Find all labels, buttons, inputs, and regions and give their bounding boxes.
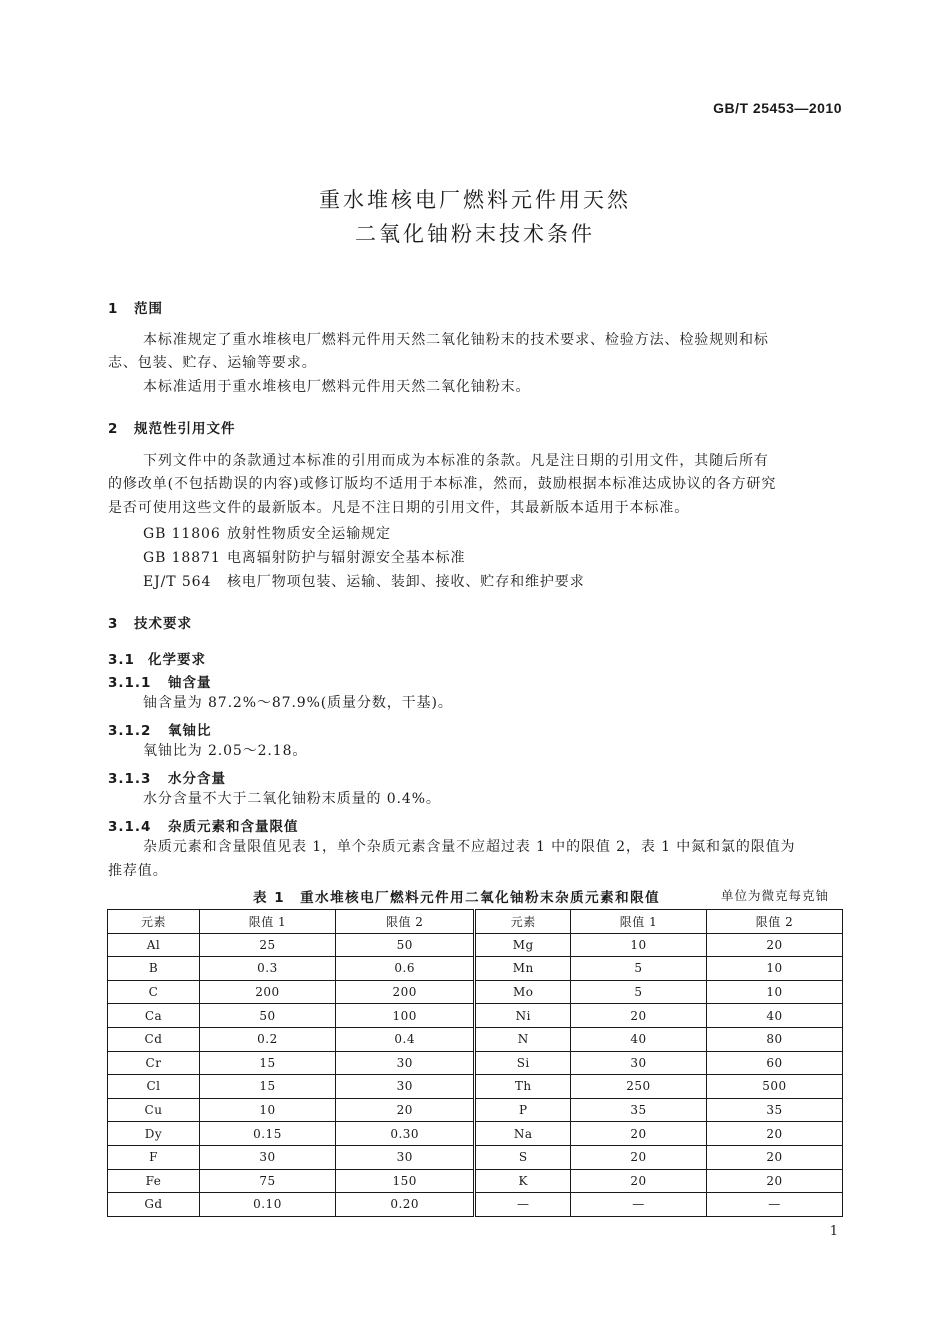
section-1-heading: 1 范围 — [108, 301, 163, 317]
reference-title: 电离辐射防护与辐射源安全基本标准 — [227, 550, 466, 566]
table-cell: 0.2 — [199, 1027, 335, 1051]
table-cell: 0.15 — [199, 1122, 335, 1146]
table-header-row — [108, 910, 843, 934]
table-cell: 20 — [335, 1098, 475, 1122]
section-3-1-2-heading: 3.1.2 氧铀比 — [108, 723, 212, 739]
table-row — [108, 1122, 843, 1146]
table-row — [108, 1075, 843, 1099]
table-cell: 50 — [335, 933, 475, 957]
table-cell: 40 — [706, 1004, 842, 1028]
table-cell: 0.30 — [335, 1122, 475, 1146]
section-3-1-4-text-line-1: 杂质元素和含量限值见表 1，单个杂质元素含量不应超过表 1 中的限值 2，表 1 中氮和氯的限值为 — [143, 839, 796, 855]
table-cell: 20 — [706, 1145, 842, 1169]
column-header: 限值 1 — [571, 910, 707, 934]
table-cell: 10 — [199, 1098, 335, 1122]
section-3-1-4-text-line-2: 推荐值。 — [108, 863, 168, 879]
table-row — [108, 957, 843, 981]
table-cell: — — [571, 1193, 707, 1217]
table-cell: Dy — [108, 1122, 200, 1146]
table-cell: 10 — [706, 957, 842, 981]
table-cell: 30 — [335, 1145, 475, 1169]
table-cell: — — [475, 1193, 571, 1217]
table-cell: 250 — [571, 1075, 707, 1099]
table-cell: Ca — [108, 1004, 200, 1028]
column-header: 限值 2 — [335, 910, 475, 934]
reference-code: EJ/T 564 — [143, 574, 212, 590]
table-row — [108, 933, 843, 957]
table-cell: 30 — [335, 1075, 475, 1099]
table-cell: 150 — [335, 1169, 475, 1193]
table-1-unit: 单位为微克每克铀 — [720, 888, 829, 903]
table-body — [108, 933, 843, 1216]
reference-item — [143, 523, 391, 546]
table-cell: 60 — [706, 1051, 842, 1075]
section-2-paragraph-line-3: 是否可使用这些文件的最新版本。凡是不注日期的引用文件，其最新版本适用于本标准。 — [108, 500, 690, 516]
table-cell: 35 — [571, 1098, 707, 1122]
section-3-1-2-text: 氧铀比为 2.05～2.18。 — [143, 743, 308, 759]
reference-item — [143, 547, 465, 570]
table-row — [108, 1169, 843, 1193]
table-cell: 10 — [571, 933, 707, 957]
section-3-heading: 3 技术要求 — [108, 616, 192, 632]
section-2-heading: 2 规范性引用文件 — [108, 421, 236, 437]
section-3-1-heading: 3.1 化学要求 — [108, 652, 206, 668]
table-1-caption: 表 1 重水堆核电厂燃料元件用二氧化铀粉末杂质元素和限值 — [253, 890, 661, 906]
section-3-1-1-heading: 3.1.1 铀含量 — [108, 675, 212, 691]
table-cell: Cd — [108, 1027, 200, 1051]
table-cell: K — [475, 1169, 571, 1193]
table-cell: Mg — [475, 933, 571, 957]
table-row — [108, 1004, 843, 1028]
table-cell: 200 — [199, 980, 335, 1004]
table-cell: Th — [475, 1075, 571, 1099]
table-cell: 20 — [571, 1122, 707, 1146]
table-row — [108, 1027, 843, 1051]
table-cell: 75 — [199, 1169, 335, 1193]
table-cell: 100 — [335, 1004, 475, 1028]
table-row — [108, 1051, 843, 1075]
document-title-line-2: 二氧化铀粉末技术条件 — [355, 222, 595, 246]
section-3-1-3-heading: 3.1.3 水分含量 — [108, 771, 226, 787]
table-cell: 0.20 — [335, 1193, 475, 1217]
reference-code: GB 11806 — [143, 526, 221, 542]
table-cell: Cu — [108, 1098, 200, 1122]
reference-title: 核电厂物项包装、运输、装卸、接收、贮存和维护要求 — [227, 574, 585, 590]
table-cell: 5 — [571, 957, 707, 981]
table-cell: N — [475, 1027, 571, 1051]
table-cell: 10 — [706, 980, 842, 1004]
table-cell: 500 — [706, 1075, 842, 1099]
column-header: 限值 2 — [706, 910, 842, 934]
section-2-paragraph-line-1: 下列文件中的条款通过本标准的引用而成为本标准的条款。凡是注日期的引用文件，其随后所有 — [143, 453, 769, 469]
table-cell: Gd — [108, 1193, 200, 1217]
section-3-1-4-heading: 3.1.4 杂质元素和含量限值 — [108, 819, 299, 835]
table-cell: 0.3 — [199, 957, 335, 981]
section-2-paragraph-line-2: 的修改单(不包括勘误的内容)或修订版均不适用于本标准，然而，鼓励根据本标准达成协议的各方研究 — [108, 476, 777, 492]
table-cell: Fe — [108, 1169, 200, 1193]
table-cell: Mo — [475, 980, 571, 1004]
table-cell: Mn — [475, 957, 571, 981]
table-cell: Al — [108, 933, 200, 957]
table-cell: 20 — [706, 1169, 842, 1193]
table-cell: 15 — [199, 1075, 335, 1099]
table-row — [108, 980, 843, 1004]
table-cell: 15 — [199, 1051, 335, 1075]
table-cell: 0.4 — [335, 1027, 475, 1051]
table-row — [108, 1193, 843, 1217]
table-cell: 20 — [571, 1169, 707, 1193]
table-cell: S — [475, 1145, 571, 1169]
table-cell: 0.6 — [335, 957, 475, 981]
table-cell: Cl — [108, 1075, 200, 1099]
section-1-paragraph-1-line-2: 志、包装、贮存、运输等要求。 — [108, 355, 317, 371]
reference-code: GB 18871 — [143, 550, 221, 566]
table-cell: 30 — [335, 1051, 475, 1075]
table-cell: 5 — [571, 980, 707, 1004]
table-cell: 30 — [571, 1051, 707, 1075]
table-cell: 20 — [706, 933, 842, 957]
table-cell: 35 — [706, 1098, 842, 1122]
page-number: 1 — [829, 1224, 838, 1239]
section-1-paragraph-2: 本标准适用于重水堆核电厂燃料元件用天然二氧化铀粉末。 — [143, 379, 531, 395]
section-1-paragraph-1-line-1: 本标准规定了重水堆核电厂燃料元件用天然二氧化铀粉末的技术要求、检验方法、检验规则和标 — [143, 332, 769, 348]
column-header: 元素 — [475, 910, 571, 934]
standard-number: GB/T 25453—2010 — [713, 100, 842, 116]
table-cell: 0.10 — [199, 1193, 335, 1217]
table-cell: Si — [475, 1051, 571, 1075]
table-cell: 20 — [571, 1004, 707, 1028]
table-cell: 80 — [706, 1027, 842, 1051]
reference-title: 放射性物质安全运输规定 — [227, 526, 391, 542]
table-cell: Na — [475, 1122, 571, 1146]
table-cell: B — [108, 957, 200, 981]
section-3-1-3-text: 水分含量不大于二氧化铀粉末质量的 0.4%。 — [143, 791, 441, 807]
table-cell: 40 — [571, 1027, 707, 1051]
table-cell: 25 — [199, 933, 335, 957]
table-cell: C — [108, 980, 200, 1004]
table-cell: 30 — [199, 1145, 335, 1169]
section-3-1-1-text: 铀含量为 87.2%～87.9%(质量分数，干基)。 — [143, 695, 453, 711]
table-cell: Ni — [475, 1004, 571, 1028]
table-cell: 20 — [571, 1145, 707, 1169]
table-cell: P — [475, 1098, 571, 1122]
table-cell: — — [706, 1193, 842, 1217]
table-row — [108, 1145, 843, 1169]
column-header: 限值 1 — [199, 910, 335, 934]
table-cell: Cr — [108, 1051, 200, 1075]
table-cell: F — [108, 1145, 200, 1169]
table-cell: 20 — [706, 1122, 842, 1146]
reference-item — [143, 571, 585, 594]
document-title-line-1: 重水堆核电厂燃料元件用天然 — [319, 188, 631, 212]
table-cell: 200 — [335, 980, 475, 1004]
table-row — [108, 1098, 843, 1122]
table-cell: 50 — [199, 1004, 335, 1028]
column-header: 元素 — [108, 910, 200, 934]
impurity-limits-table — [107, 909, 843, 1217]
